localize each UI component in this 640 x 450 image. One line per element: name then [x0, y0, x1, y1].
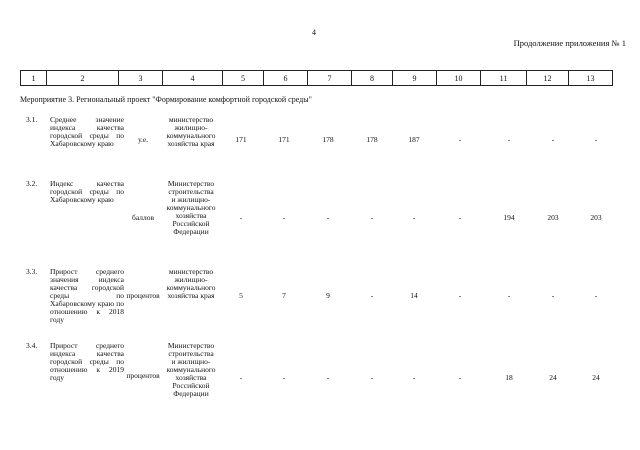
value-cell: - — [326, 373, 330, 382]
header-cell: 6 — [264, 71, 308, 86]
value-cell: - — [282, 373, 286, 382]
value-cell: 187 — [408, 135, 420, 144]
value-cell: 9 — [326, 291, 330, 300]
value-cell: - — [594, 135, 598, 144]
header-cell: 4 — [163, 71, 223, 86]
row-number: 3.4. — [26, 341, 38, 350]
header-cell: 5 — [223, 71, 264, 86]
value-cell: - — [412, 213, 416, 222]
value-cell: 203 — [547, 213, 559, 222]
value-cell: - — [458, 213, 462, 222]
header-cell: 12 — [527, 71, 569, 86]
row-number: 3.1. — [26, 115, 38, 124]
value-cell: - — [551, 291, 555, 300]
value-cell: - — [551, 135, 555, 144]
value-cell: 7 — [282, 291, 286, 300]
indicator-name: Прирост среднего индекса качества городской среды по отношению к 2019 году — [50, 341, 124, 382]
value-cell: 14 — [410, 291, 418, 300]
value-cell: 24 — [549, 373, 557, 382]
unit-cell: процентов — [126, 371, 160, 380]
responsible-cell: Министерство строительства и жилищно-коммунального хозяйства Российской Федерации — [166, 341, 216, 398]
value-cell: - — [412, 373, 416, 382]
value-cell: - — [507, 291, 511, 300]
column-number-header — [20, 70, 613, 86]
value-cell: 18 — [505, 373, 513, 382]
header-cell: 10 — [437, 71, 481, 86]
unit-cell: у.е. — [137, 135, 149, 144]
value-cell: - — [458, 135, 462, 144]
responsible-cell: министерство жилищно-коммунального хозяйства края — [166, 267, 216, 300]
value-cell: 178 — [366, 135, 378, 144]
table-row — [0, 116, 640, 170]
value-cell: 178 — [322, 135, 334, 144]
value-cell: - — [370, 213, 374, 222]
header-cell: 2 — [47, 71, 119, 86]
continuation-label: Продолжение приложения № 1 — [513, 38, 626, 48]
value-cell: 24 — [592, 373, 600, 382]
header-cell: 9 — [393, 71, 437, 86]
unit-cell: процентов — [126, 291, 160, 300]
value-cell: - — [458, 291, 462, 300]
page-number: 4 — [312, 28, 316, 37]
header-cell: 7 — [308, 71, 352, 86]
value-cell: - — [370, 291, 374, 300]
indicator-name: Индекс качества городской среды по Хабаровскому краю — [50, 179, 124, 204]
row-number: 3.3. — [26, 267, 38, 276]
value-cell: - — [326, 213, 330, 222]
indicator-name: Прирост среднего значения индекса качества городской среды по Хабаровскому краю по отношению к 2018 году — [50, 267, 124, 324]
row-number: 3.2. — [26, 179, 38, 188]
responsible-cell: Министерство строительства и жилищно-коммунального хозяйства Российской Федерации — [166, 179, 216, 236]
value-cell: 194 — [503, 213, 515, 222]
table-row — [0, 180, 640, 256]
header-cell: 3 — [119, 71, 163, 86]
value-cell: - — [239, 373, 243, 382]
value-cell: 5 — [239, 291, 243, 300]
value-cell: - — [239, 213, 243, 222]
value-cell: 171 — [235, 135, 247, 144]
value-cell: 171 — [278, 135, 290, 144]
responsible-cell: министерство жилищно-коммунального хозяйства края — [166, 115, 216, 148]
header-cell: 8 — [352, 71, 393, 86]
value-cell: - — [282, 213, 286, 222]
value-cell: - — [594, 291, 598, 300]
event-title: Мероприятие 3. Региональный проект "Формирование комфортной городской среды" — [20, 95, 312, 104]
value-cell: - — [507, 135, 511, 144]
indicator-name: Среднее значение индекса качества городской среды по Хабаровскому краю — [50, 115, 124, 148]
unit-cell: баллов — [132, 213, 154, 222]
header-cell: 1 — [21, 71, 47, 86]
header-cell: 13 — [569, 71, 613, 86]
value-cell: - — [458, 373, 462, 382]
header-cell: 11 — [481, 71, 527, 86]
table-row — [0, 268, 640, 328]
value-cell: 203 — [590, 213, 602, 222]
table-row — [0, 342, 640, 422]
value-cell: - — [370, 373, 374, 382]
